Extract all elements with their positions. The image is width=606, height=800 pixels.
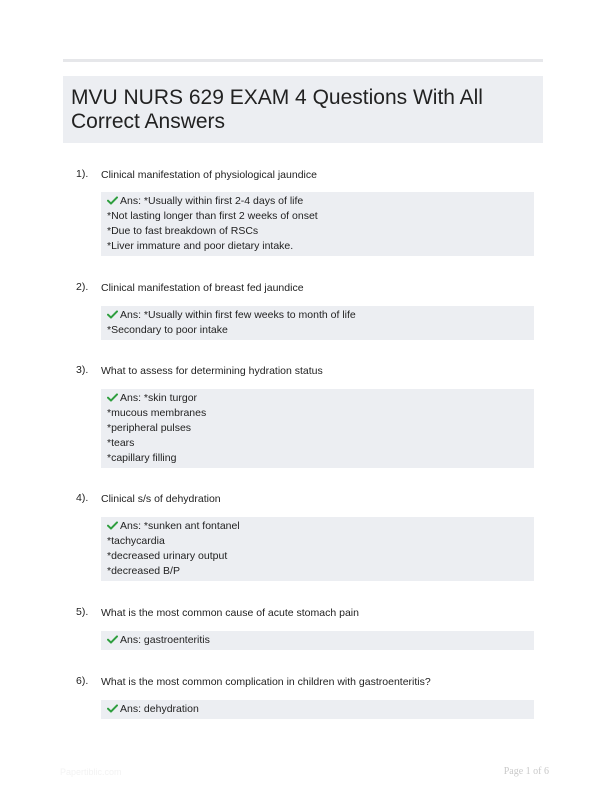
check-icon	[107, 704, 118, 713]
answer-box	[101, 700, 534, 719]
check-icon	[107, 393, 118, 402]
question-text: What is the most common cause of acute stomach pain	[101, 607, 359, 619]
answer-line: *Not lasting longer than first 2 weeks of onset	[107, 210, 318, 222]
answer-line: *tachycardia	[107, 535, 165, 547]
question-number: 2).	[76, 281, 89, 293]
answer-line: Ans: *skin turgor	[107, 391, 528, 406]
answer-line: *decreased urinary output	[107, 550, 228, 562]
question-text: What is the most common complication in children with gastroenteritis?	[101, 676, 431, 688]
answer-line: *decreased B/P	[107, 565, 180, 577]
answer-line: *mucous membranes	[107, 407, 207, 419]
answer-line: Ans: dehydration	[107, 702, 528, 717]
question-text: What to assess for determining hydration status	[101, 365, 323, 377]
answer-box	[101, 517, 534, 581]
answer-box	[101, 306, 534, 340]
question-text: Clinical s/s of dehydration	[101, 493, 221, 505]
question-number: 5).	[76, 606, 89, 618]
watermark: Papertiblic.com	[60, 767, 122, 777]
page-title: MVU NURS 629 EXAM 4 Questions With All Correct Answers	[71, 86, 483, 133]
answer-box	[101, 192, 534, 256]
answer-box	[101, 389, 534, 468]
answer-line: Ans: *sunken ant fontanel	[107, 519, 528, 534]
answer-line: *Liver immature and poor dietary intake.	[107, 240, 294, 252]
question-number: 1).	[76, 168, 89, 180]
answer-line: *capillary filling	[107, 452, 177, 464]
question-text: Clinical manifestation of physiological jaundice	[101, 169, 317, 181]
check-icon	[107, 310, 118, 319]
answer-line: *Secondary to poor intake	[107, 324, 228, 336]
question-number: 3).	[76, 364, 89, 376]
title-banner	[63, 76, 543, 143]
check-icon	[107, 635, 118, 644]
question-number: 6).	[76, 675, 89, 687]
question-text: Clinical manifestation of breast fed jaundice	[101, 282, 304, 294]
answer-line: *tears	[107, 437, 135, 449]
answer-line: Ans: *Usually within first few weeks to month of life	[107, 308, 528, 323]
check-icon	[107, 196, 118, 205]
answer-line: Ans: gastroenteritis	[107, 633, 528, 648]
answer-line: Ans: *Usually within first 2-4 days of life	[107, 194, 528, 209]
answer-line: *Due to fast breakdown of RSCs	[107, 225, 259, 237]
page-number: Page 1 of 6	[503, 766, 549, 777]
top-divider	[63, 59, 543, 62]
question-number: 4).	[76, 492, 89, 504]
check-icon	[107, 521, 118, 530]
answer-box	[101, 631, 534, 650]
answer-line: *peripheral pulses	[107, 422, 192, 434]
